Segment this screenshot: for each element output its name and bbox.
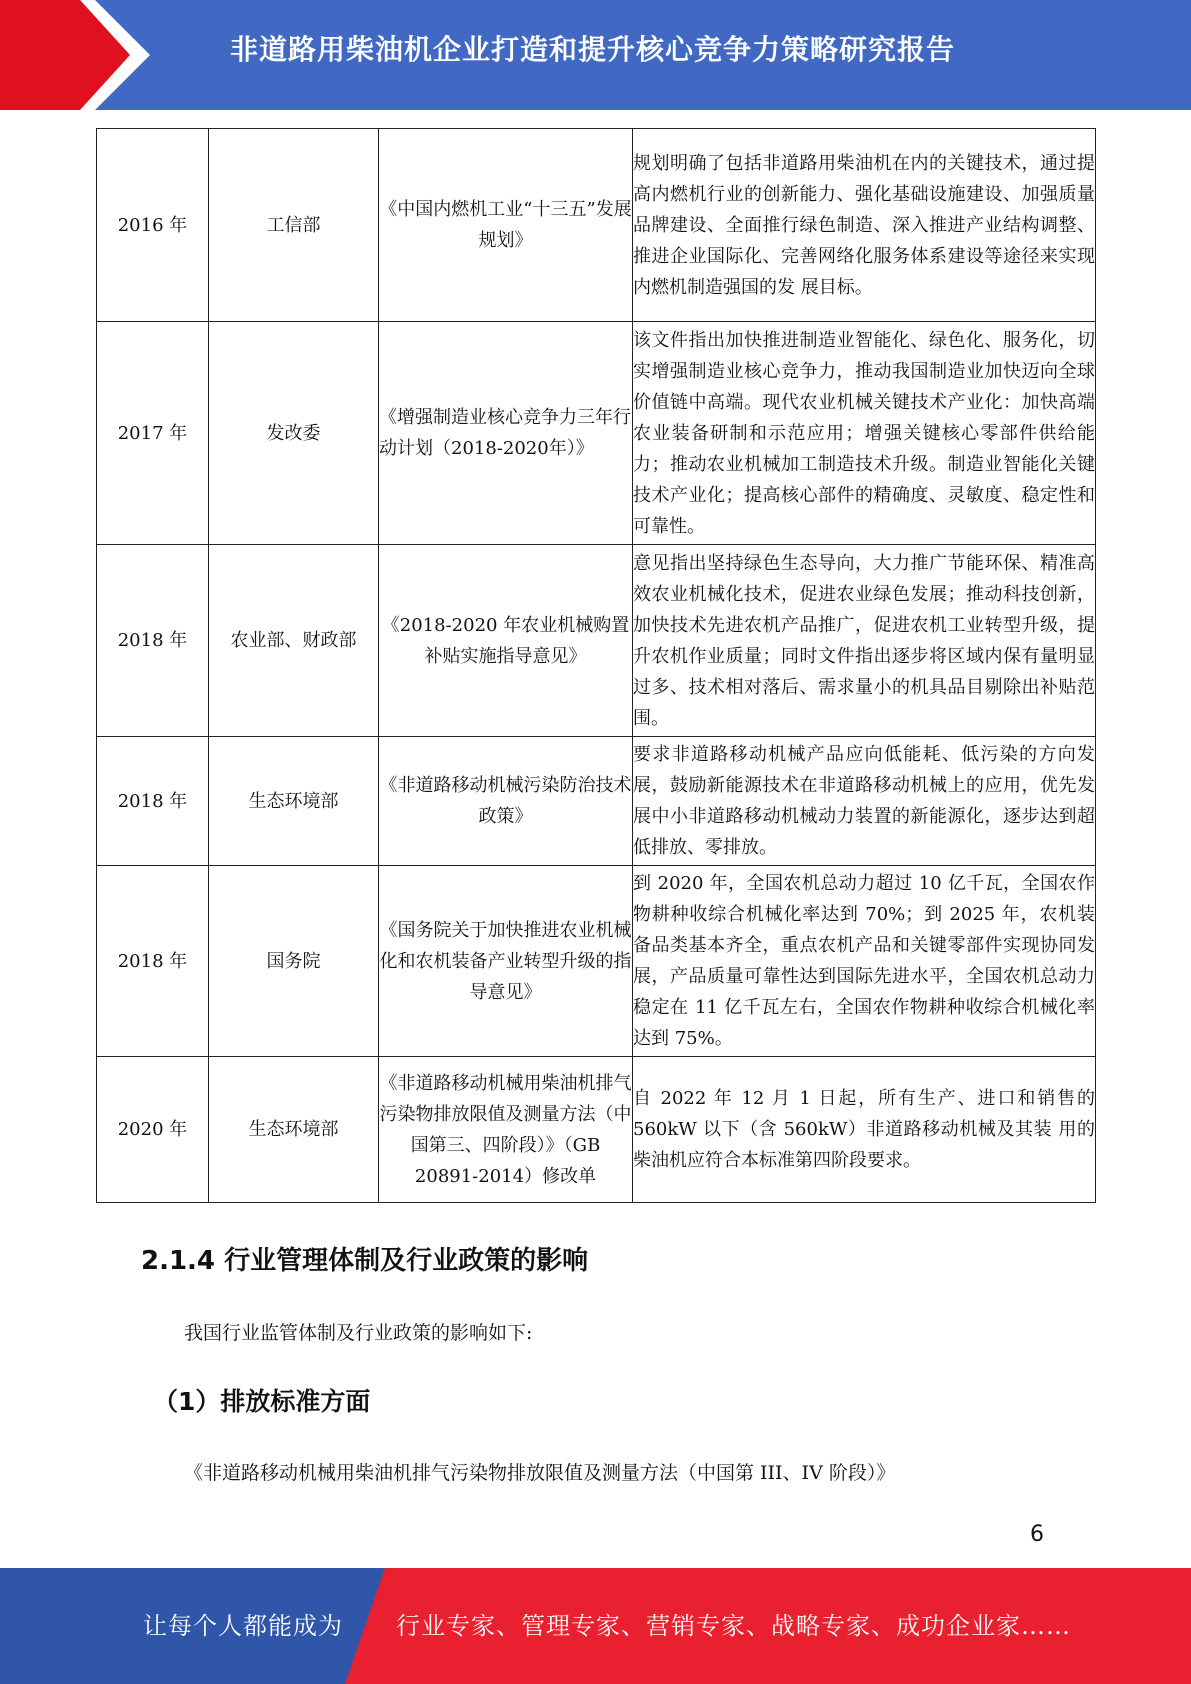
footer-slogan-left: 让每个人都能成为	[143, 1612, 343, 1640]
department-cell: 工信部	[209, 129, 379, 322]
table-row	[97, 129, 1096, 322]
description-cell: 到 2020 年，全国农机总动力超过 10 亿千瓦，全国农作物耕种收综合机械化率达到 70%；到 2025 年，农机装备品类基本齐全，重点农机产品和关键零部件实现协同发展，产品质量可靠性达到国际先进水平，全国农机总动力稳定在 11 亿千瓦左右，全国农作物耕种收综合机械化率达到 75%。	[633, 866, 1096, 1057]
table-row	[97, 322, 1096, 545]
document-cell: 《国务院关于加快推进农业机械化和农机装备产业转型升级的指导意见》	[379, 866, 633, 1057]
document-cell: 《2018-2020 年农业机械购置补贴实施指导意见》	[379, 545, 633, 737]
table-row	[97, 737, 1096, 866]
description-cell: 自 2022 年 12 月 1 日起，所有生产、进口和销售的 560kW 以下（含 560kW）非道路移动机械及其装 用的柴油机应符合本标准第四阶段要求。	[633, 1057, 1096, 1203]
header-arrow-decoration	[0, 0, 150, 110]
intro-paragraph: 我国行业监管体制及行业政策的影响如下:	[184, 1322, 533, 1344]
page-number: 6	[1030, 1522, 1044, 1547]
document-cell: 《非道路移动机械用柴油机排气污染物排放限值及测量方法（中国第三、四阶段）》（GB 20891-2014）修改单	[379, 1057, 633, 1203]
page-footer	[0, 1568, 1191, 1684]
year-cell: 2018 年	[97, 737, 209, 866]
department-cell: 生态环境部	[209, 1057, 379, 1203]
report-title: 非道路用柴油机企业打造和提升核心竞争力策略研究报告	[230, 33, 956, 66]
subsection-heading: （1）排放标准方面	[153, 1387, 371, 1416]
policy-table	[96, 128, 1096, 1203]
table-row	[97, 545, 1096, 737]
year-cell: 2017 年	[97, 322, 209, 545]
table-row	[97, 866, 1096, 1057]
department-cell: 生态环境部	[209, 737, 379, 866]
year-cell: 2018 年	[97, 545, 209, 737]
footer-slogan-right: 行业专家、管理专家、营销专家、战略专家、成功企业家……	[396, 1612, 1071, 1640]
document-cell: 《非道路移动机械污染防治技术政策》	[379, 737, 633, 866]
description-cell: 该文件指出加快推进制造业智能化、绿色化、服务化，切实增强制造业核心竞争力，推动我国制造业加快迈向全球价值链中高端。现代农业机械关键技术产业化：加快高端农业装备研制和示范应用；增强关键核心零部件供给能力；推动农业机械加工制造技术升级。制造业智能化关键技术产业化；提高核心部件的精确度、灵敏度、稳定性和可靠性。	[633, 322, 1096, 545]
table-row	[97, 1057, 1096, 1203]
page-header	[0, 0, 1191, 110]
standard-reference: 《非道路移动机械用柴油机排气污染物排放限值及测量方法（中国第 III、IV 阶段）》	[184, 1462, 896, 1484]
department-cell: 发改委	[209, 322, 379, 545]
section-heading: 2.1.4 行业管理体制及行业政策的影响	[141, 1246, 589, 1276]
document-cell: 《增强制造业核心竞争力三年行动计划（2018-2020年）》	[379, 322, 633, 545]
description-cell: 意见指出坚持绿色生态导向，大力推广节能环保、精准高效农业机械化技术，促进农业绿色发展；推动科技创新，加快技术先进农机产品推广，促进农机工业转型升级，提升农机作业质量；同时文件指出逐步将区域内保有量明显过多、技术相对落后、需求量小的机具品目剔除出补贴范围。	[633, 545, 1096, 737]
year-cell: 2020 年	[97, 1057, 209, 1203]
department-cell: 国务院	[209, 866, 379, 1057]
description-cell: 规划明确了包括非道路用柴油机在内的关键技术，通过提高内燃机行业的创新能力、强化基础设施建设、加强质量品牌建设、全面推行绿色制造、深入推进产业结构调整、推进企业国际化、完善网络化服务体系建设等途径来实现内燃机制造强国的发 展目标。	[633, 129, 1096, 322]
description-cell: 要求非道路移动机械产品应向低能耗、低污染的方向发展，鼓励新能源技术在非道路移动机械上的应用，优先发展中小非道路移动机械动力装置的新能源化，逐步达到超低排放、零排放。	[633, 737, 1096, 866]
year-cell: 2018 年	[97, 866, 209, 1057]
year-cell: 2016 年	[97, 129, 209, 322]
department-cell: 农业部、财政部	[209, 545, 379, 737]
document-cell: 《中国内燃机工业“十三五”发展规划》	[379, 129, 633, 322]
